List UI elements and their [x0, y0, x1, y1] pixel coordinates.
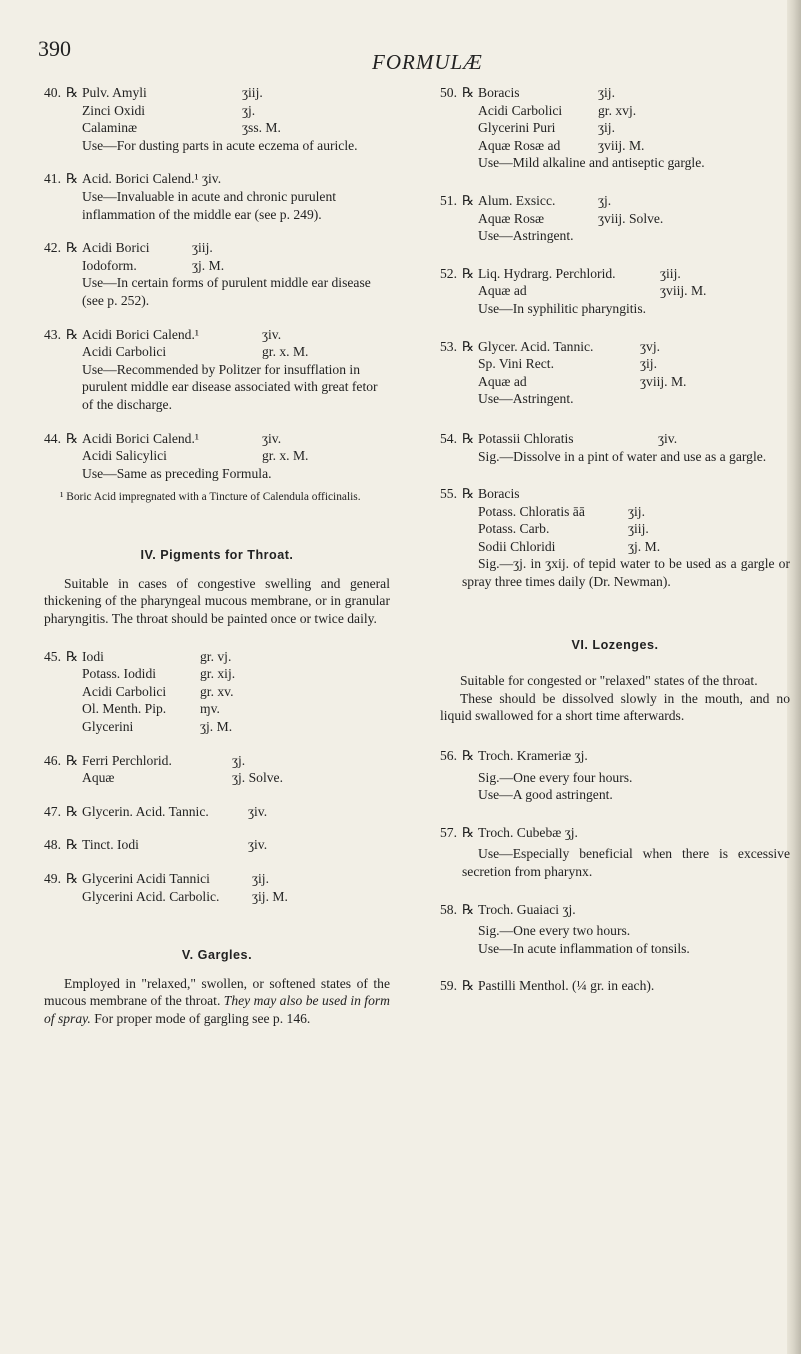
quantity: ʒiij.	[628, 521, 649, 537]
quantity: ʒij.	[598, 120, 615, 136]
rx-symbol: ℞	[462, 901, 475, 917]
section-body-pigments: Suitable in cases of congestive swelling and general thickening of the pharyngeal mucous membrane, or in granular pharyngitis. The throat should be painted once or twice daily.	[44, 575, 390, 627]
quantity: ʒiv.	[262, 326, 282, 342]
ingredient: Potassii Chloratis	[478, 430, 574, 446]
section-body-lozenges-a: Suitable for congested or "relaxed" states of the throat.	[460, 673, 758, 689]
formula-42	[44, 239, 390, 309]
formula-number: 56.	[440, 748, 457, 764]
right-column	[440, 84, 790, 1011]
quantity: ɱv.	[200, 701, 220, 717]
ingredient: Potass. Chloratis āā	[478, 503, 585, 519]
formula-number: 40.	[44, 85, 61, 100]
quantity: ʒj.	[242, 102, 256, 118]
use-text: Use—A good astringent.	[478, 787, 613, 803]
formula-52	[440, 265, 790, 318]
formula-54	[440, 430, 790, 465]
rx-symbol: ℞	[66, 171, 79, 187]
ingredient: Alum. Exsicc.	[478, 192, 556, 208]
formula-55	[440, 485, 790, 591]
ingredient: Sp. Vini Rect.	[478, 356, 554, 372]
formula-46	[44, 752, 390, 787]
formula-45	[44, 648, 390, 736]
quantity: ʒij.	[640, 356, 657, 372]
formula-number: 49.	[44, 871, 61, 886]
quantity: ʒj. M.	[628, 538, 661, 554]
quantity: gr. x. M.	[262, 448, 309, 464]
use-text: Use—Astringent.	[478, 391, 574, 407]
quantity: gr. xv.	[200, 683, 234, 699]
ingredient: Sodii Chloridi	[478, 538, 556, 554]
formula-47	[44, 803, 390, 821]
quantity: ʒj. M.	[192, 257, 225, 273]
quantity: ʒj.	[232, 752, 246, 768]
ingredient: Tinct. Iodi	[82, 837, 139, 853]
quantity: ʒiv.	[248, 803, 268, 819]
quantity: ʒiij.	[192, 240, 213, 256]
ingredient: Glycerini Acidi Tannici	[82, 871, 210, 886]
formula-number: 50.	[440, 85, 457, 100]
ingredient: Acidi Borici	[82, 240, 150, 256]
running-head: FORMULÆ	[372, 50, 483, 74]
quantity: ʒiij.	[660, 265, 681, 281]
formula-58	[440, 901, 790, 958]
formula-number: 48.	[44, 837, 61, 853]
quantity: ʒiv.	[658, 430, 678, 446]
formula-49	[44, 870, 390, 905]
formula-40	[44, 84, 390, 154]
ingredient: Calaminæ	[82, 120, 138, 136]
formula-number: 41.	[44, 171, 61, 187]
sig-text: Sig.—One every four hours.	[478, 769, 633, 785]
ingredient: Acidi Borici Calend.¹	[82, 326, 199, 342]
use-text: Use—Recommended by Politzer for insufflation in purulent middle ear disease associated with great fetor of the discharge.	[82, 361, 378, 412]
quantity: ʒviij. M.	[660, 283, 707, 299]
formula-number: 44.	[44, 430, 61, 446]
ingredient: Potass. Carb.	[478, 521, 550, 537]
formula-number: 45.	[44, 648, 61, 664]
use-text: Use—In certain forms of purulent middle ear disease (see p. 252).	[82, 275, 371, 308]
section-body-lozenges-b: These should be dissolved slowly in the mouth, and no liquid swallowed for a short time afterwards.	[440, 690, 790, 724]
formula-56	[440, 747, 790, 804]
ingredient: Glycer. Acid. Tannic.	[478, 338, 594, 354]
use-text: Use—Invaluable in acute and chronic purulent inflammation of the middle ear (see p. 249).	[82, 188, 337, 222]
rx-symbol: ℞	[462, 265, 475, 281]
left-column	[44, 84, 390, 1028]
quantity: ʒij. M.	[252, 888, 288, 904]
section-heading-gargles: V. Gargles.	[181, 948, 253, 963]
ingredient: Potass. Iodidi	[82, 666, 157, 682]
quantity: ʒviij. M.	[598, 137, 645, 153]
ingredient: Acidi Carbolici	[82, 344, 167, 360]
rx-symbol: ℞	[462, 85, 475, 100]
rx-symbol: ℞	[66, 240, 79, 256]
quantity: ʒij.	[628, 503, 645, 519]
rx-symbol: ℞	[462, 338, 475, 354]
formula-number: 54.	[440, 430, 457, 446]
ingredient: Iodoform.	[82, 257, 137, 273]
quantity: gr. x. M.	[262, 344, 309, 360]
formula-number: 52.	[440, 265, 457, 281]
ingredient: Liq. Hydrarg. Perchlorid.	[478, 265, 616, 281]
sig-text: Sig.—Dissolve in a pint of water and use as a gargle.	[478, 448, 767, 464]
rx-symbol: ℞	[462, 486, 475, 502]
quantity: ʒvj.	[640, 338, 661, 354]
rx-symbol: ℞	[462, 192, 475, 208]
ingredient: Glycerin. Acid. Tannic.	[82, 803, 209, 819]
quantity: ʒviij. M.	[640, 373, 687, 389]
ingredient: Iodi	[82, 648, 104, 664]
formula-number: 43.	[44, 326, 61, 342]
formula-number: 55.	[440, 486, 457, 502]
use-text: Use—Astringent.	[478, 228, 574, 244]
ingredient: Acidi Carbolici	[82, 683, 167, 699]
quantity: gr. vj.	[200, 648, 232, 664]
formula-44	[44, 430, 390, 506]
formula-59	[440, 977, 790, 995]
ingredient: Acidi Salicylici	[82, 448, 167, 464]
formula-53	[440, 338, 790, 408]
formula-number: 47.	[44, 803, 61, 819]
rx-symbol: ℞	[66, 803, 79, 819]
use-text: Use—In acute inflammation of tonsils.	[478, 940, 690, 956]
rx-symbol: ℞	[66, 752, 79, 768]
quantity: ʒiij.	[242, 85, 263, 100]
rx-symbol: ℞	[66, 85, 79, 100]
quantity: ʒiv.	[262, 430, 282, 446]
ingredient: Pastilli Menthol. (¼ gr. in each).	[478, 978, 655, 994]
ingredient: Aquæ Rosæ ad	[478, 137, 561, 153]
use-text: Use—Same as preceding Formula.	[82, 465, 272, 481]
formula-51	[440, 192, 790, 245]
section-body-gargles	[44, 975, 390, 1028]
ingredient: Glycerini	[82, 719, 134, 735]
sig-text: Sig.—ʒj. in ʒxij. of tepid water to be used as a gargle or spray three times daily (Dr. Newman).	[462, 556, 790, 590]
quantity: ʒiv.	[248, 837, 268, 853]
quantity: ʒss. M.	[242, 120, 281, 136]
section-heading-lozenges: VI. Lozenges.	[571, 637, 659, 652]
use-text: Use—Mild alkaline and antiseptic gargle.	[478, 155, 705, 171]
quantity: ʒviij. Solve.	[598, 210, 664, 226]
quantity: gr. xvj.	[598, 102, 637, 118]
quantity: ʒj. Solve.	[232, 770, 283, 786]
quantity: ʒij.	[252, 871, 269, 886]
section-heading-pigments: IV. Pigments for Throat.	[140, 548, 294, 563]
rx-symbol: ℞	[66, 326, 79, 342]
ingredient: Pulv. Amyli	[82, 85, 147, 100]
rx-symbol: ℞	[66, 648, 79, 664]
ingredient: Aquæ ad	[478, 283, 527, 299]
ingredient: Aquæ Rosæ	[478, 210, 545, 226]
ingredient: Acid. Borici Calend.¹	[82, 171, 199, 187]
quantity: gr. xij.	[200, 666, 236, 682]
quantity: ʒij.	[598, 85, 615, 100]
rx-symbol: ℞	[462, 430, 475, 446]
rx-symbol: ℞	[462, 978, 475, 994]
ingredient: Ol. Menth. Pip.	[82, 701, 167, 717]
rx-symbol: ℞	[66, 871, 79, 886]
sig-text: Sig.—One every two hours.	[478, 923, 631, 939]
quantity: ʒj. M.	[200, 719, 233, 735]
ingredient: Aquæ ad	[478, 373, 527, 389]
page-number: 390	[38, 36, 71, 61]
ingredient: Troch. Guaiaci ʒj.	[478, 901, 576, 917]
formula-number: 57.	[440, 824, 457, 840]
ingredient: Boracis	[478, 486, 520, 502]
formula-number: 59.	[440, 978, 457, 994]
rx-symbol: ℞	[66, 430, 79, 446]
ingredient: Acidi Borici Calend.¹	[82, 430, 199, 446]
formula-number: 53.	[440, 338, 457, 354]
rx-symbol: ℞	[462, 748, 475, 764]
formula-57	[440, 824, 790, 881]
ingredient: Boracis	[478, 85, 520, 100]
use-text: Use—Especially beneficial when there is excessive secretion from pharynx.	[462, 846, 790, 879]
ingredient: Aquæ	[82, 770, 115, 786]
quantity: ʒiv.	[201, 171, 222, 187]
formula-43	[44, 326, 390, 414]
gargles-spray-note: They may also be used in form of spray.	[44, 993, 390, 1026]
ingredient: Glycerini Acid. Carbolic.	[82, 888, 220, 904]
ingredient: Ferri Perchlorid.	[82, 752, 172, 768]
ingredient: Zinci Oxidi	[82, 102, 146, 118]
ingredient: Troch. Krameriæ ʒj.	[478, 748, 588, 764]
use-text: Use—For dusting parts in acute eczema of auricle.	[82, 137, 358, 153]
formula-41	[44, 170, 390, 223]
ingredient: Acidi Carbolici	[478, 102, 563, 118]
footnote: ¹ Boric Acid impregnated with a Tincture of Calendula officinalis.	[60, 491, 361, 504]
formula-number: 42.	[44, 240, 61, 256]
formula-50	[440, 84, 790, 172]
formula-number: 58.	[440, 901, 457, 917]
quantity: ʒj.	[598, 192, 612, 208]
rx-symbol: ℞	[66, 837, 79, 853]
ingredient: Glycerini Puri	[478, 120, 556, 136]
formula-number: 51.	[440, 192, 457, 208]
formula-48	[44, 836, 390, 854]
use-text: Use—In syphilitic pharyngitis.	[478, 300, 647, 316]
rx-symbol: ℞	[462, 824, 475, 840]
formula-number: 46.	[44, 752, 61, 768]
gargles-text: Employed in "relaxed," swollen, or softened states of the mucous membrane of the throat.	[44, 975, 390, 1009]
ingredient: Troch. Cubebæ ʒj.	[478, 824, 578, 840]
gargles-mode-note: For proper mode of gargling see p. 146.	[94, 1010, 311, 1026]
